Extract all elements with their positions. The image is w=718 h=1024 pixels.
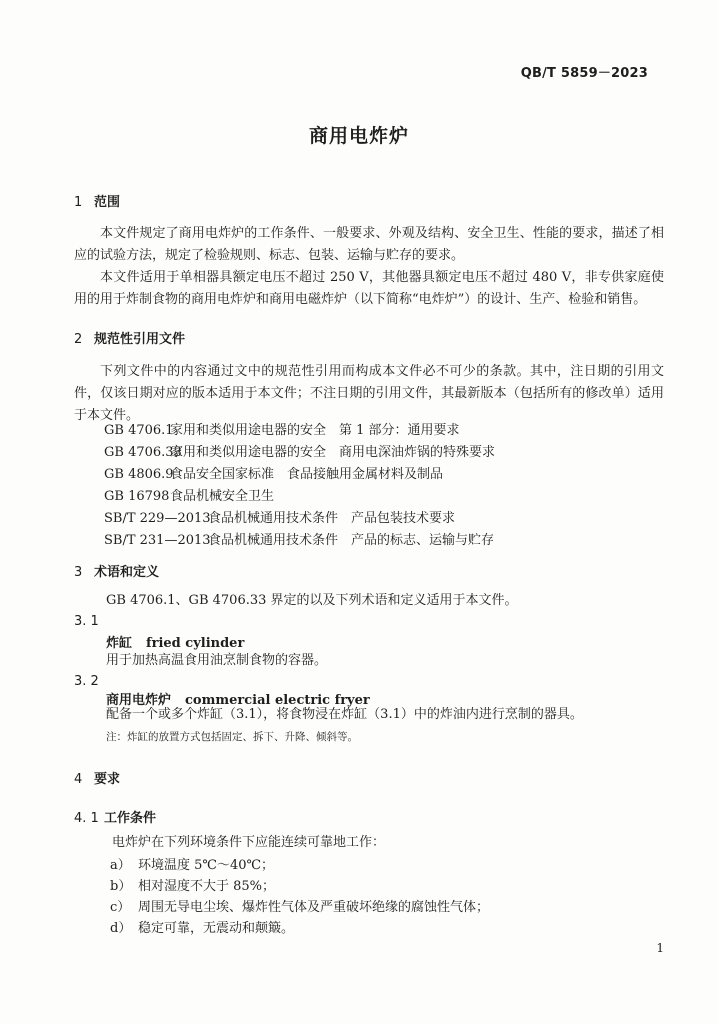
list-item <box>110 917 294 936</box>
reference-code: GB 4706.1 <box>104 423 174 438</box>
section-title: 规范性引用文件 <box>94 332 186 347</box>
section-title: 要求 <box>94 772 121 787</box>
term-note: 注：炸缸的放置方式包括固定、拆下、升降、倾斜等。 <box>106 731 358 743</box>
subsection-number: 4. 1 <box>74 811 99 826</box>
section-number: 3 <box>74 565 83 580</box>
term-name-en: commercial electric fryer <box>185 693 370 708</box>
section-number: 1 <box>74 195 83 210</box>
term-name-zh: 炸缸 <box>106 636 133 651</box>
list-marker: c） <box>110 900 131 915</box>
reference-title: 食品机械通用技术条件 产品的标志、运输与贮存 <box>208 533 495 548</box>
list-text: 环境温度 5℃～40℃； <box>138 858 275 873</box>
section-4-heading <box>74 768 120 787</box>
paragraph: 本文件规定了商用电炸炉的工作条件、一般要求、外观及结构、安全卫生、性能的要求，描述了相应的试验方法，规定了检验规则、标志、包装、运输与贮存的要求。 <box>74 226 664 263</box>
reference-code: GB 4706.33 <box>104 445 182 460</box>
term-number: 3. 2 <box>74 674 99 689</box>
reference-code: GB 16798 <box>104 489 170 504</box>
reference-item <box>104 485 274 504</box>
section-1-body <box>74 223 664 311</box>
paragraph: 本文件适用于单相器具额定电压不超过 250 V，其他器具额定电压不超过 480 V，非专供家庭使用的用于炸制食物的商用电炸炉和商用电磁炸炉（以下简称“电炸炉”）的设计、生产、检验和销售。 <box>74 270 664 307</box>
list-marker: a） <box>110 858 131 873</box>
section-3-intro: GB 4706.1、GB 4706.33 界定的以及下列术语和定义适用于本文件。 <box>106 593 518 608</box>
section-2-heading <box>74 328 185 347</box>
section-title: 范围 <box>94 195 121 210</box>
page-number: 1 <box>656 941 664 955</box>
term-name-en: fried cylinder <box>146 636 245 651</box>
list-text: 相对湿度不大于 85%； <box>138 879 276 894</box>
section-2-intro <box>74 361 664 427</box>
subsection-title: 工作条件 <box>104 811 157 826</box>
section-3-heading <box>74 561 159 580</box>
term-definition: 用于加热高温食用油烹制食物的容器。 <box>106 653 328 668</box>
list-item <box>110 875 275 894</box>
reference-code: GB 4806.9 <box>104 467 174 482</box>
reference-title: 食品机械通用技术条件 产品包装技术要求 <box>208 511 456 526</box>
reference-item <box>104 419 460 438</box>
list-text: 稳定可靠，无震动和颠簸。 <box>138 921 295 936</box>
reference-title: 家用和类似用途电器的安全 第 1 部分：通用要求 <box>170 423 460 438</box>
subsection-4-1-heading <box>74 807 156 826</box>
document-title: 商用电炸炉 <box>308 125 409 147</box>
term-number: 3. 1 <box>74 614 99 629</box>
section-number: 2 <box>74 332 83 347</box>
list-item <box>110 896 489 915</box>
reference-item <box>104 507 455 526</box>
section-number: 4 <box>74 772 83 787</box>
list-marker: d） <box>110 921 132 936</box>
term-definition: 配备一个或多个炸缸（3.1），将食物浸在炸缸（3.1）中的炸油内进行烹制的器具。 <box>106 707 583 722</box>
term-name-zh: 商用电炸炉 <box>106 693 172 708</box>
term-name <box>106 632 244 651</box>
reference-item <box>104 529 494 548</box>
reference-title: 家用和类似用途电器的安全 商用电深油炸锅的特殊要求 <box>170 445 496 460</box>
subsection-intro: 电炸炉在下列环境条件下应能连续可靠地工作： <box>112 835 386 850</box>
standard-code: QB/T 5859－2023 <box>520 66 648 81</box>
list-item <box>110 854 274 873</box>
reference-title: 食品安全国家标准 食品接触用金属材料及制品 <box>170 467 444 482</box>
reference-item <box>104 463 443 482</box>
reference-code: SB/T 231—2013 <box>104 533 211 548</box>
section-1-heading <box>74 191 120 210</box>
reference-title: 食品机械安全卫生 <box>170 489 275 504</box>
paragraph: 下列文件中的内容通过文中的规范性引用而构成本文件必不可少的条款。其中，注日期的引用文件，仅该日期对应的版本适用于本文件；不注日期的引用文件，其最新版本（包括所有的修改单）适用于本文件。 <box>74 364 664 423</box>
list-marker: b） <box>110 879 132 894</box>
section-title: 术语和定义 <box>94 565 160 580</box>
reference-code: SB/T 229—2013 <box>104 511 211 526</box>
list-text: 周围无导电尘埃、爆炸性气体及严重破坏绝缘的腐蚀性气体； <box>138 900 490 915</box>
reference-item <box>104 441 495 460</box>
